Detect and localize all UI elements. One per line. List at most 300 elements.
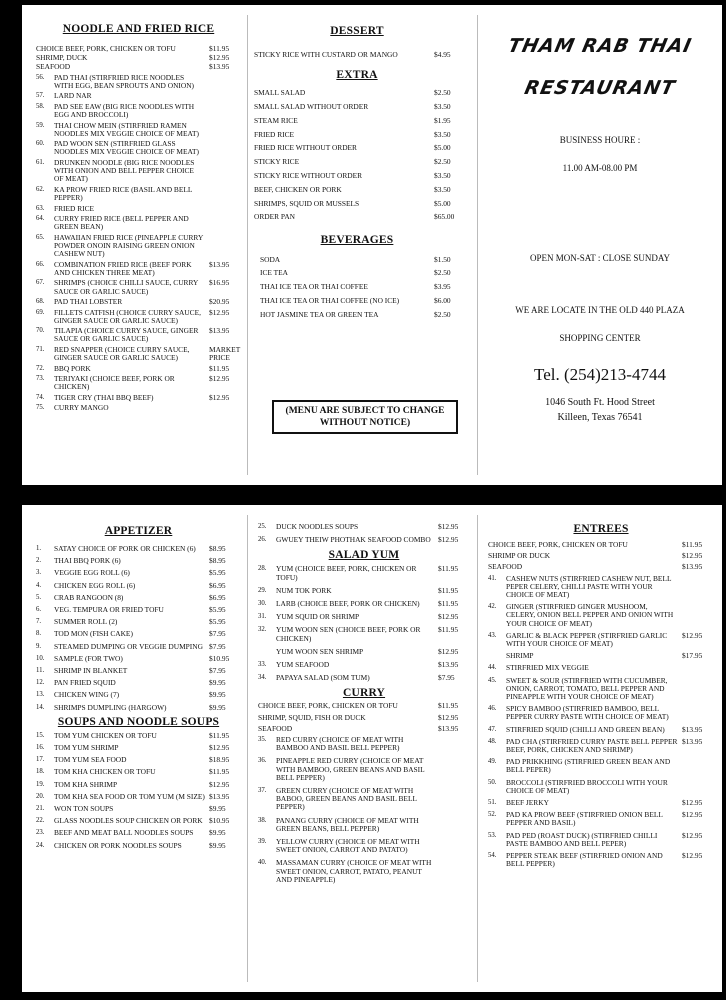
item-number: 10. — [36, 654, 45, 662]
menu-item — [488, 652, 714, 660]
item-name: FILLETS CATFISH (CHOICE CURRY SAUCE, GINGER SAUCE OR GARLIC SAUCE) — [54, 307, 201, 325]
item-name: GWUEY THEIW PHOTHAK SEAFOOD COMBO — [276, 535, 431, 545]
item-price: $18.95 — [209, 755, 230, 765]
item-price: $11.95 — [682, 540, 703, 549]
item-number: 73. — [36, 375, 45, 383]
item-name: ICE TEA — [260, 268, 288, 278]
item-price: $12.95 — [209, 743, 230, 753]
item-number: 28. — [258, 565, 267, 573]
item-name: SPICY BAMBOO (STIRFRIED BAMBOO, BELL PEPPER CURRY PASTE WITH CHOICE OF MEAT) — [506, 704, 669, 722]
menu-item — [36, 768, 241, 776]
item-name: CHOICE BEEF, PORK, CHICKEN OR TOFU — [258, 701, 398, 711]
menu-item — [36, 186, 241, 202]
item-name: SHRIMP, SQUID, FISH OR DUCK — [258, 712, 366, 722]
menu-item — [36, 756, 241, 764]
item-name: YUM WOON SEN SHRIMP — [276, 646, 364, 656]
menu-item — [36, 234, 241, 259]
item-price: $12.95 — [438, 535, 459, 545]
menu-item — [36, 404, 241, 412]
appetizer-section — [36, 525, 241, 992]
menu-item — [488, 738, 714, 754]
item-name: FRIED RICE WITHOUT ORDER — [254, 143, 357, 153]
item-price: $13.95 — [209, 791, 230, 801]
item-name: TERIYAKI (CHOICE BEEF, PORK OR CHICKEN) — [54, 374, 175, 392]
item-name: SATAY CHOICE OF PORK OR CHICKEN (6) — [54, 544, 196, 553]
item-name: TOM KHA SHRIMP — [54, 779, 118, 789]
item-number: 24. — [36, 841, 45, 849]
item-number: 18. — [36, 768, 45, 776]
menu-item — [260, 311, 460, 319]
item-number: 42. — [488, 603, 497, 611]
item-price: $11.95 — [209, 44, 230, 53]
item-number: 37. — [258, 787, 267, 795]
item-name: TOM YUM SEA FOOD — [54, 755, 127, 765]
item-number: 17. — [36, 756, 45, 764]
item-name: CURRY FRIED RICE (BELL PEPPER AND GREEN BEAN) — [54, 214, 189, 232]
item-price: $3.95 — [434, 282, 451, 292]
menu-item — [36, 594, 241, 602]
item-name: THAI ICE TEA OR THAI COFFEE — [260, 282, 368, 292]
item-number: 16. — [36, 744, 45, 752]
location: WE ARE LOCATE IN THE OLD 440 PLAZA — [515, 305, 685, 315]
item-name: THAI ICE TEA OR THAI COFFEE (NO ICE) — [260, 295, 400, 305]
item-number: 59. — [36, 121, 45, 129]
menu-item — [36, 261, 241, 277]
menu-item — [36, 365, 241, 373]
item-number: 75. — [36, 404, 45, 412]
item-price: $12.95 — [682, 810, 703, 820]
entrees-title: ENTREES — [573, 523, 629, 535]
menu-item — [36, 279, 241, 295]
menu-item — [258, 736, 470, 752]
item-name: SHRIMP IN BLANKET — [54, 666, 128, 676]
item-number: 39. — [258, 838, 267, 846]
menu-item — [36, 606, 241, 614]
item-name: LARB (CHOICE BEEF, PORK OR CHICKEN) — [276, 599, 420, 609]
menu-item — [488, 541, 714, 549]
item-number: 61. — [36, 158, 45, 166]
item-number: 43. — [488, 631, 497, 639]
curry-title: CURRY — [342, 687, 386, 700]
item-name: HAWAIIAN FRIED RICE (PINEAPPLE CURRY POWDER ONOIN RAISING GREEN ONION CASHEW NUT) — [54, 232, 204, 259]
item-price: $13.95 — [209, 62, 230, 72]
item-name: LARD NAR — [54, 91, 92, 101]
item-name: SHRIMPS DUMPLING (HARGOW) — [54, 702, 167, 712]
item-name: TIGER CRY (THAI BBQ BEEF) — [54, 392, 154, 402]
item-name: SMALL SALAD — [254, 88, 306, 98]
item-number: 4. — [36, 581, 42, 589]
item-name: STICKY RICE WITH CUSTARD OR MANGO — [254, 50, 398, 59]
menu-item — [258, 536, 470, 544]
item-number: 72. — [36, 364, 45, 372]
item-price: $6.95 — [209, 592, 226, 602]
menu-item — [36, 74, 241, 90]
menu-panel-bottom — [22, 505, 722, 992]
menu-item — [36, 805, 241, 813]
menu-item — [36, 327, 241, 343]
menu-item — [258, 859, 470, 884]
item-price: $3.50 — [434, 170, 451, 180]
menu-item — [36, 159, 241, 184]
item-name: TOM KHA SEA FOOD OR TOM YUM (M SIZE) — [54, 791, 205, 801]
item-number: 32. — [258, 626, 267, 634]
item-number: 69. — [36, 308, 45, 316]
item-price: $13.95 — [209, 259, 230, 269]
item-price: $13.95 — [682, 562, 703, 572]
item-number: 51. — [488, 799, 497, 807]
menu-item — [488, 603, 714, 628]
menu-item — [488, 664, 714, 672]
menu-item — [36, 122, 241, 138]
item-price: MARKET PRICE — [209, 344, 241, 363]
item-number: 19. — [36, 780, 45, 788]
item-number: 2. — [36, 557, 42, 565]
item-price: $12.95 — [438, 612, 459, 622]
menu-item — [36, 781, 241, 789]
item-name: CHOICE BEEF, PORK, CHICKEN OR TOFU — [488, 540, 628, 549]
address-line2: Killeen, Texas 76541 — [557, 412, 643, 423]
menu-item — [258, 838, 470, 854]
item-price: $1.50 — [434, 254, 451, 264]
item-name: GARLIC & BLACK PEPPER (STIRFRIED GARLIC WITH YOUR CHOICE OF MEAT) — [506, 630, 668, 649]
item-price: $12.95 — [682, 798, 703, 808]
item-name: BROCCOLI (STIRFRIED BROCCOLI WITH YOUR CHOICE OF MEAT) — [506, 777, 668, 795]
menu-item — [260, 256, 460, 264]
item-price: $7.95 — [209, 641, 226, 651]
item-number: 44. — [488, 664, 497, 672]
item-number: 1. — [36, 545, 42, 552]
menu-item — [254, 186, 460, 194]
item-name: STIRFRIED SQUID (CHILLI AND GREEN BEAN) — [506, 724, 665, 734]
menu-item — [488, 799, 714, 807]
menu-item — [488, 575, 714, 600]
item-name: CHOICE BEEF, PORK, CHICKEN OR TOFU — [36, 44, 176, 53]
menu-item — [258, 600, 470, 608]
item-number: 7. — [36, 618, 42, 626]
item-price: $5.95 — [209, 617, 226, 627]
menu-item — [36, 618, 241, 626]
item-name: RED CURRY (CHOICE OF MEAT WITH BAMBOO AND BASIL BELL PEPPER) — [276, 735, 404, 753]
item-price: $9.95 — [209, 828, 226, 838]
item-name: SHRIMP OR DUCK — [488, 551, 551, 561]
item-number: 34. — [258, 674, 267, 682]
menu-item — [254, 117, 460, 125]
menu-item — [36, 92, 241, 100]
restaurant-name-line2: RESTAURANT — [522, 77, 678, 99]
item-price: $12.95 — [438, 646, 459, 656]
menu-item — [488, 552, 714, 560]
item-price: $12.95 — [682, 630, 703, 640]
menu-item — [254, 89, 460, 97]
item-name: RED SNAPPER (CHOICE CURRY SAUCE, GINGER SAUCE OR GARLIC SAUCE) — [54, 344, 190, 363]
item-number: 15. — [36, 731, 45, 739]
menu-item — [36, 793, 241, 801]
item-number: 25. — [258, 523, 267, 530]
noodle-title: NOODLE AND FRIED RICE — [62, 23, 215, 35]
menu-item — [36, 732, 241, 740]
item-number: 70. — [36, 327, 45, 335]
item-name: WON TON SOUPS — [54, 804, 114, 814]
item-number: 56. — [36, 73, 45, 81]
menu-item — [254, 131, 460, 139]
menu-item — [254, 158, 460, 166]
menu-item — [36, 744, 241, 752]
item-name: SEAFOOD — [36, 62, 71, 72]
item-name: YUM SEAFOOD — [276, 660, 330, 670]
item-price: $6.95 — [209, 580, 226, 590]
menu-item — [488, 852, 714, 868]
menu-item — [254, 103, 460, 111]
extras-section — [254, 25, 460, 485]
item-number: 22. — [36, 817, 45, 825]
item-name: GLASS NOODLES SOUP CHICKEN OR PORK — [54, 816, 203, 826]
menu-item — [488, 811, 714, 827]
salad-title: SALAD YUM — [328, 549, 400, 562]
menu-item — [258, 523, 470, 531]
item-name: PAN FRIED SQUID — [54, 678, 116, 688]
menu-item — [36, 375, 241, 391]
item-number: 11. — [36, 667, 45, 675]
item-name: KA PROW FRIED RICE (BASIL AND BELL PEPPER) — [54, 184, 193, 203]
item-name: BEEF, CHICKEN OR PORK — [254, 184, 342, 194]
appetizer-title: APPETIZER — [104, 525, 173, 537]
item-name: SEAFOOD — [258, 723, 293, 733]
item-number: 36. — [258, 757, 267, 765]
menu-item — [36, 394, 241, 402]
menu-item — [258, 565, 470, 581]
item-name: SEAFOOD — [488, 562, 523, 572]
telephone: Tel. (254)213-4744 — [534, 365, 666, 384]
menu-item — [36, 582, 241, 590]
item-number: 13. — [36, 691, 45, 699]
item-name: CHICKEN WING (7) — [54, 690, 120, 700]
item-name: PAD KA PROW BEEF (STIRFRIED ONION BELL PEPPER AND BASIL) — [506, 810, 663, 828]
item-name: SHRIMP — [506, 651, 534, 661]
item-price: $12.95 — [682, 551, 703, 561]
item-name: YUM (CHOICE BEEF, PORK, CHICKEN OR TOFU) — [276, 564, 417, 582]
item-name: FRIED RICE — [54, 203, 95, 213]
item-number: 47. — [488, 725, 497, 733]
item-number: 38. — [258, 816, 267, 824]
menu-item — [36, 215, 241, 231]
menu-item — [36, 545, 241, 553]
item-name: PAD THAI (STIRFRIED RICE NOODLES WITH EGG, BEAN SPROUTS AND ONION) — [54, 72, 195, 90]
item-number: 3. — [36, 569, 42, 577]
menu-item — [260, 283, 460, 291]
item-number: 23. — [36, 829, 45, 837]
item-number: 5. — [36, 593, 42, 601]
entrees-section — [488, 523, 714, 992]
item-price: $3.50 — [434, 129, 451, 139]
menu-item — [36, 667, 241, 675]
item-number: 64. — [36, 215, 45, 223]
menu-item — [488, 726, 714, 734]
item-price: $1.95 — [434, 115, 451, 125]
item-name: STICKY RICE — [254, 157, 300, 167]
item-price: $6.00 — [434, 295, 451, 305]
item-price: $11.95 — [438, 625, 459, 635]
item-number: 46. — [488, 705, 497, 713]
item-name: SMALL SALAD WITHOUT ORDER — [254, 102, 369, 111]
menu-item — [258, 787, 470, 812]
item-number: 50. — [488, 778, 497, 786]
menu-item — [488, 705, 714, 721]
info-section — [484, 33, 716, 485]
menu-item — [258, 648, 470, 656]
item-number: 58. — [36, 102, 45, 110]
item-name: SHRIMPS (CHOICE CHILLI SAUCE, CURRY SAUCE OR GARLIC SAUCE) — [54, 278, 199, 296]
item-number: 14. — [36, 703, 45, 711]
item-name: FRIED RICE — [254, 129, 295, 139]
item-number: 30. — [258, 600, 267, 608]
item-price: $10.95 — [209, 653, 230, 663]
menu-item — [36, 829, 241, 837]
menu-item — [260, 297, 460, 305]
menu-item — [258, 714, 470, 722]
item-name: TOM YUM SHRIMP — [54, 743, 119, 753]
item-number: 9. — [36, 642, 42, 650]
item-name: DRUNKEN NOODLE (BIG RICE NOODLES WITH ONION AND BELL PEPPER CHOICE OF MEAT) — [54, 157, 195, 184]
restaurant-name-line1: THAM RAB THAI — [506, 35, 694, 57]
item-price: $13.95 — [209, 326, 230, 336]
item-price: $12.95 — [209, 307, 230, 317]
item-name: SHRIMP, DUCK — [36, 53, 88, 63]
item-price: $5.00 — [434, 198, 451, 208]
item-name: YUM WOON SEN (CHOICE BEEF, PORK OR CHICKEN) — [276, 625, 421, 643]
menu-item — [258, 817, 470, 833]
item-name: DUCK NOODLES SOUPS — [276, 522, 359, 531]
item-name: PEPPER STEAK BEEF (STIRFRIED ONION AND BELL PEPPER) — [506, 851, 663, 869]
item-number: 53. — [488, 831, 497, 839]
item-price: $2.50 — [434, 157, 451, 167]
item-name: CURRY MANGO — [54, 403, 109, 413]
menu-item — [258, 613, 470, 621]
item-price: $9.95 — [209, 840, 226, 850]
item-price: $11.95 — [438, 599, 459, 609]
item-number: 21. — [36, 805, 45, 813]
menu-notice: (MENU ARE SUBJECT TO CHANGE WITHOUT NOTICE) — [272, 400, 458, 434]
item-number: 62. — [36, 185, 45, 193]
item-name: TOD MON (FISH CAKE) — [54, 629, 133, 639]
address-line1: 1046 South Ft. Hood Street — [545, 397, 655, 408]
item-number: 26. — [258, 536, 267, 544]
item-name: VEGGIE EGG ROLL (6) — [54, 568, 130, 578]
item-number: 52. — [488, 811, 497, 819]
item-name: PAD WOON SEN (STIRFRIED GLASS NOODLES MIX VEGGIE CHOICE OF MEAT) — [54, 139, 200, 157]
item-name: SWEET & SOUR (STIRFRIED WITH CUCUMBER, ONION, CARROT, TOMATO, BELL PEPPER AND PINEAPPLE WITH YOUR CHOICE OF MEAT) — [506, 675, 668, 702]
menu-item — [36, 346, 241, 362]
extra-title: EXTRA — [336, 69, 378, 82]
menu-item — [488, 832, 714, 848]
menu-item — [258, 661, 470, 669]
item-name: SUMMER ROLL (2) — [54, 617, 118, 627]
item-price: $10.95 — [209, 816, 230, 826]
item-price: $12.95 — [438, 522, 459, 531]
item-price: $11.95 — [209, 767, 230, 777]
item-number: 20. — [36, 792, 45, 800]
item-number: 68. — [36, 298, 45, 306]
menu-item — [36, 842, 241, 850]
item-number: 31. — [258, 613, 267, 621]
item-price: $16.95 — [209, 278, 230, 288]
menu-item — [36, 45, 241, 53]
item-name: GREEN CURRY (CHOICE OF MEAT WITH BABOO, GREEN BEANS AND BASIL BELL PEPPER) — [276, 786, 417, 812]
item-name: STICKY RICE WITHOUT ORDER — [254, 170, 363, 180]
item-name: COMBINATION FRIED RICE (BEEF PORK AND CHICKEN THREE MEAT) — [54, 259, 192, 277]
item-price: $12.95 — [682, 830, 703, 840]
item-name: PAD SEE EAW (BIG RICE NOODLES WITH EGG AND BROCCOLI) — [54, 101, 195, 120]
item-name: PAD PED (ROAST DUCK) (STIRFRIED CHILLI PASTE BAMBOO AND BELL PEPER) — [506, 830, 658, 848]
menu-item — [36, 298, 241, 306]
item-name: STEAMED DUMPING OR VEGGIE DUMPING — [54, 641, 203, 651]
item-number: 33. — [258, 661, 267, 669]
item-name: CASHEW NUTS (STIRFRIED CASHEW NUT, BELL PEPER CELERY, CHILLI PASTE WITH YOUR CHOICE OF MEAT) — [506, 573, 672, 600]
item-price: $7.95 — [438, 673, 455, 683]
item-price: $4.95 — [434, 50, 451, 59]
item-name: GINGER (STIRFRIED GINGER MUSHOOM, CELERY, ONION BELL PEPPER AND ONION WITH YOUR CHOICE OF MEAT) — [506, 602, 674, 628]
menu-item — [36, 557, 241, 565]
item-price: $12.95 — [209, 53, 230, 63]
item-price: $5.95 — [209, 605, 226, 615]
menu-item — [488, 779, 714, 795]
item-name: YELLOW CURRY (CHOICE OF MEAT WITH SWEET ONION, CARROT AND PATATO) — [276, 837, 420, 855]
item-price: $13.95 — [438, 660, 459, 670]
item-price: $11.95 — [438, 701, 459, 711]
menu-item — [36, 630, 241, 638]
beverages-title: BEVERAGES — [320, 233, 394, 246]
item-number: 60. — [36, 140, 45, 148]
item-price: $13.95 — [682, 724, 703, 734]
menu-item — [36, 569, 241, 577]
menu-item — [258, 725, 470, 733]
item-price: $11.95 — [209, 730, 230, 740]
menu-item — [258, 626, 470, 642]
item-price: $9.95 — [209, 804, 226, 814]
menu-item — [36, 704, 241, 712]
item-price: $9.95 — [209, 690, 226, 700]
menu-item — [254, 51, 460, 59]
item-name: PAD CHA (STIRFRIED CURRY PASTE BELL PEPPER BEEF, PORK, CHICKEN AND SHRIMP) — [506, 736, 678, 755]
item-number: 63. — [36, 204, 45, 212]
item-number: 6. — [36, 606, 42, 614]
menu-item — [488, 632, 714, 648]
dessert-title: DESSERT — [330, 25, 384, 37]
item-number: 29. — [258, 586, 267, 594]
menu-item — [260, 269, 460, 277]
menu-item — [36, 655, 241, 663]
menu-item — [488, 758, 714, 774]
item-number: 41. — [488, 574, 497, 582]
item-price: $11.95 — [438, 585, 459, 595]
item-price: $13.95 — [682, 736, 703, 746]
item-name: NUM TOK PORK — [276, 585, 332, 595]
item-number: 12. — [36, 679, 45, 687]
item-number: 67. — [36, 279, 45, 287]
item-name: CHICKEN OR PORK NOODLES SOUPS — [54, 840, 182, 850]
item-name: PAD THAI LOBSTER — [54, 297, 123, 307]
menu-item — [488, 677, 714, 702]
item-name: CRAB RANGOON (8) — [54, 592, 124, 602]
item-number: 74. — [36, 393, 45, 401]
item-price: $11.95 — [209, 363, 230, 373]
item-price: $9.95 — [209, 678, 226, 688]
item-number: 54. — [488, 852, 497, 860]
item-name: BEEF AND MEAT BALL NOODLES SOUPS — [54, 828, 194, 838]
item-name: STIRFRIED MIX VEGGIE — [506, 663, 589, 673]
open-days: OPEN MON-SAT : CLOSE SUNDAY — [529, 253, 671, 263]
item-name: TILAPIA (CHOICE CURRY SAUCE, GINGER SAUCE OR GARLIC SAUCE) — [54, 326, 199, 344]
item-price: $7.95 — [209, 629, 226, 639]
